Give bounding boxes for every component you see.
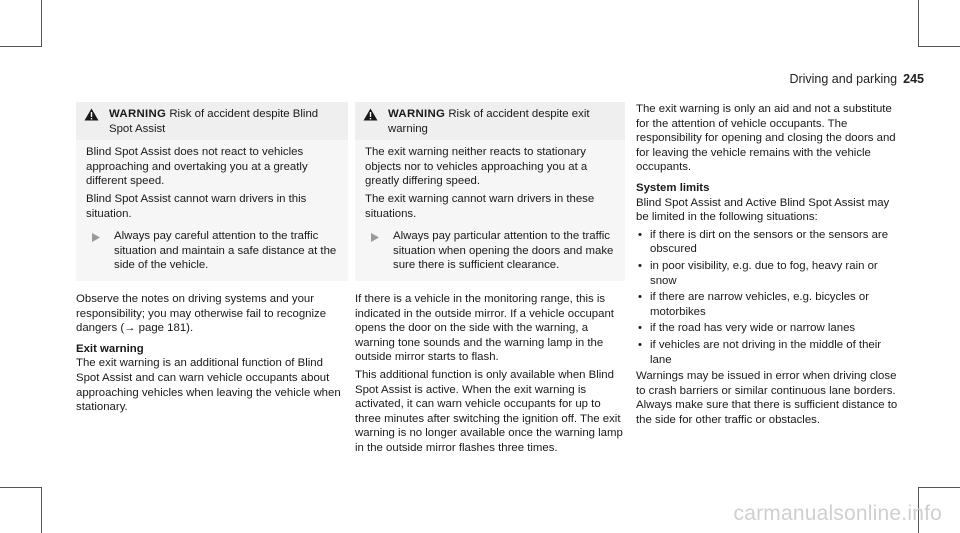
limits-list	[636, 228, 898, 367]
warning-text: Blind Spot Assist cannot warn drivers in this situation.	[86, 192, 307, 220]
crop-mark	[918, 46, 960, 47]
instruction-step	[365, 229, 617, 273]
section-heading: System limits	[636, 181, 710, 194]
warning-text: Blind Spot Assist does not react to vehicles approaching and overtaking you at a greatly different speed.	[86, 146, 308, 188]
body-paragraph: If there is a vehicle in the monitoring range, this is indicated in the outside mirror. If a vehicle occupant opens the door on the side with the warning, a warning tone sounds and the warning lamp in the outside mirror starts to flash.	[355, 292, 614, 364]
warning-box	[355, 102, 625, 281]
warning-header	[355, 102, 625, 140]
warning-box	[76, 102, 348, 281]
list-item: • if vehicles are not driving in the middle of their lane	[636, 338, 898, 367]
warning-triangle-icon	[363, 108, 379, 136]
crop-mark	[0, 46, 42, 47]
play-arrow-icon	[92, 232, 102, 273]
list-item: • in poor visibility, e.g. due to fog, heavy rain or snow	[636, 259, 898, 288]
warning-label: WARNING	[388, 108, 446, 120]
list-item: • if the road has very wide or narrow lanes	[636, 321, 898, 336]
warning-triangle-icon	[84, 108, 100, 136]
crop-mark	[41, 487, 42, 533]
body-paragraph: The exit warning is an additional function of Blind Spot Assist and can warn vehicle occupants about approaching vehicles when leaving the vehicle when stationary.	[76, 357, 341, 414]
body-paragraph: Observe the notes on driving systems and your responsibility; you may otherwise fail to recognize dangers (→ page 181).	[76, 292, 327, 335]
column-2	[355, 102, 625, 455]
warning-header	[76, 102, 348, 140]
body-paragraph: Blind Spot Assist and Active Blind Spot Assist may be limited in the following situations:	[636, 196, 890, 224]
running-header	[789, 72, 924, 86]
list-item: • if there is dirt on the sensors or the sensors are obscured	[636, 228, 898, 257]
instruction-text: Always pay particular attention to the traffic situation when opening the doors and make sure there is sufficient clearance.	[393, 230, 614, 272]
column-1	[76, 102, 348, 415]
page-number: 245	[903, 72, 924, 86]
play-arrow-icon	[371, 232, 381, 273]
crop-mark	[918, 0, 919, 46]
warning-title: Risk of accident despite Blind Spot Assist	[109, 108, 319, 135]
crop-mark	[918, 487, 960, 488]
warning-label: WARNING	[109, 108, 167, 120]
body-paragraph: Warnings may be issued in error when driving close to crash barriers or similar continuous lane borders. Always make sure that there is sufficient distance to the side for other traffic or obstacles.	[636, 370, 898, 426]
watermark: carmanualsonline.info	[733, 502, 942, 525]
instruction-step	[86, 229, 340, 273]
column-3	[636, 102, 898, 427]
section-heading: Exit warning	[76, 342, 144, 355]
warning-body	[76, 140, 348, 281]
body-paragraph: This additional function is only available when Blind Spot Assist is active. When the exit warning is activated, it can warn vehicle occupants for up to three minutes after switching the ignition off. The exit warning is no longer available once the warning lamp in the outside mirror flashes three times.	[355, 368, 623, 454]
list-item: • if there are narrow vehicles, e.g. bicycles or motorbikes	[636, 290, 898, 319]
section-title: Driving and parking	[789, 72, 898, 86]
body-paragraph: The exit warning is only an aid and not a substitute for the attention of vehicle occupants. The responsibility for opening and closing the doors and for leaving the vehicle remains with the vehicle occupants.	[636, 103, 896, 174]
instruction-text: Always pay careful attention to the traffic situation and maintain a safe distance at the side of the vehicle.	[114, 230, 337, 272]
crop-mark	[0, 487, 42, 488]
crop-mark	[41, 0, 42, 46]
warning-body	[355, 140, 625, 281]
warning-title: Risk of accident despite exit warning	[388, 108, 590, 135]
warning-text: The exit warning neither reacts to stationary objects nor to vehicles approaching you at a greatly differing speed.	[365, 146, 588, 188]
warning-text: The exit warning cannot warn drivers in these situations.	[365, 192, 595, 220]
